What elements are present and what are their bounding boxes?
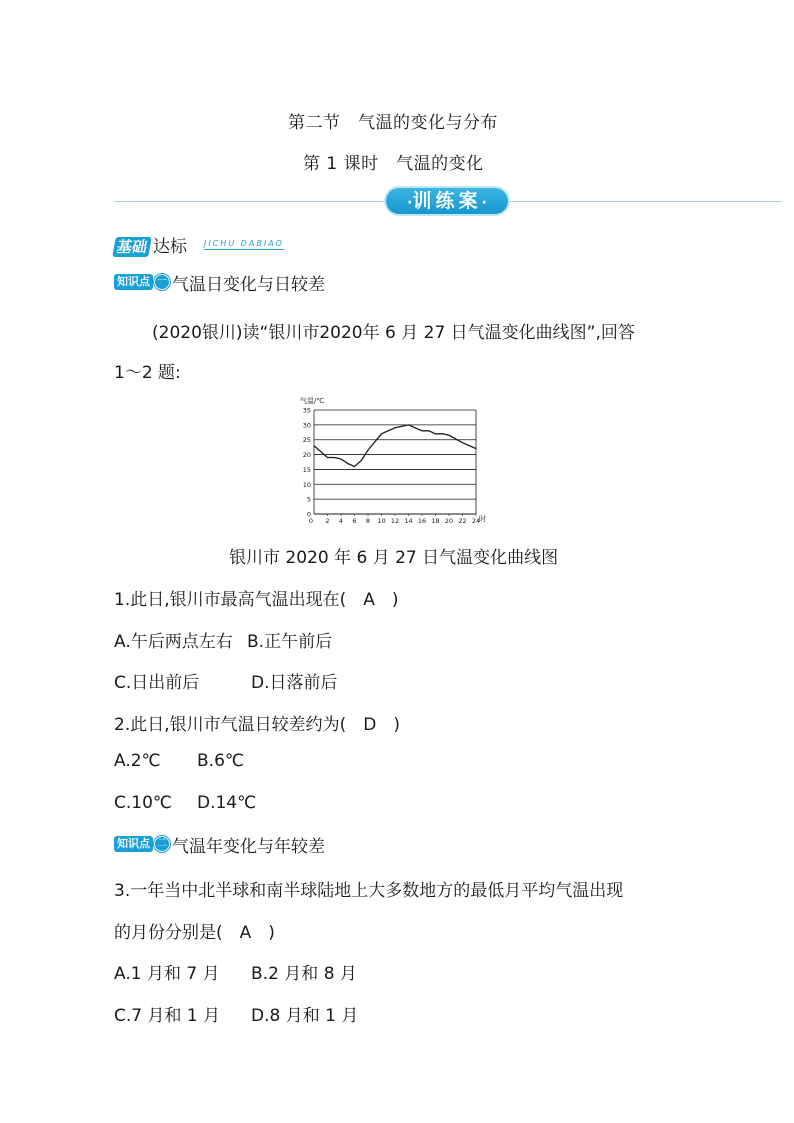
kp-title: 气温日变化与日较差 bbox=[172, 274, 325, 295]
x-tick-label: 20 bbox=[444, 517, 454, 525]
q2-option-b: B.6℃ bbox=[197, 751, 244, 771]
intro-line-1: (2020银川)读“银川市2020年 6 月 27 日气温变化曲线图”,回答 bbox=[152, 323, 635, 343]
q2-option-d: D.14℃ bbox=[197, 793, 257, 813]
x-tick-label: 12 bbox=[390, 517, 400, 525]
banner-label: 训练案 bbox=[412, 190, 482, 212]
kp-number: 一 bbox=[154, 274, 170, 290]
section-title: 第二节 气温的变化与分布 bbox=[288, 113, 498, 133]
question-3-stem-line-1: 3.一年当中北半球和南半球陆地上大多数地方的最低月平均气温出现 bbox=[114, 881, 624, 901]
y-tick-label: 20 bbox=[302, 451, 311, 460]
x-origin-label: 0 bbox=[308, 517, 314, 525]
x-axis-label: 时 bbox=[479, 515, 486, 523]
x-tick-label: 14 bbox=[404, 517, 413, 525]
y-tick-label: 30 bbox=[302, 421, 311, 430]
x-tick-label: 16 bbox=[417, 517, 427, 525]
basic-tag-suffix: 达标 bbox=[153, 237, 188, 257]
q1-option-c: C.日出前后 bbox=[114, 673, 200, 693]
y-tick-label: 0 bbox=[306, 510, 311, 519]
q3-option-a: A.1 月和 7 月 bbox=[114, 964, 220, 984]
q2-option-c: C.10℃ bbox=[114, 793, 172, 813]
chart-grid bbox=[314, 410, 476, 514]
basic-section-tag bbox=[114, 232, 188, 257]
x-tick-label: 18 bbox=[431, 517, 440, 525]
basic-tag: 基础 bbox=[112, 237, 152, 257]
y-tick-label: 25 bbox=[302, 436, 311, 445]
question-1-stem: 1.此日,银川市最高气温出现在( A ) bbox=[114, 590, 399, 610]
q1-option-d: D.日落前后 bbox=[251, 673, 338, 693]
temperature-line bbox=[314, 425, 476, 467]
q1-option-b: B.正午前后 bbox=[247, 632, 333, 652]
kp-title: 气温年变化与年较差 bbox=[172, 836, 325, 857]
y-axis-label: 气温/℃ bbox=[300, 397, 325, 405]
x-tick-label: 10 bbox=[377, 517, 386, 525]
q3-option-b: B.2 月和 8 月 bbox=[251, 964, 357, 984]
divider-left bbox=[114, 201, 386, 202]
x-tick-label: 6 bbox=[352, 517, 357, 525]
divider-right bbox=[508, 201, 782, 202]
y-tick-label: 35 bbox=[302, 406, 311, 415]
x-tick-label: 24 bbox=[471, 517, 481, 525]
y-tick-labels bbox=[303, 407, 311, 519]
y-tick-label: 10 bbox=[302, 480, 311, 489]
knowledge-point-2 bbox=[114, 835, 325, 857]
q3-option-d: D.8 月和 1 月 bbox=[251, 1006, 359, 1026]
intro-line-2: 1～2 题: bbox=[114, 363, 181, 383]
kp-number: 二 bbox=[154, 836, 170, 852]
x-tick-label: 8 bbox=[365, 517, 371, 525]
temperature-chart bbox=[296, 394, 492, 526]
x-tick-label: 4 bbox=[338, 517, 344, 525]
x-tick-label: 2 bbox=[325, 517, 330, 525]
lesson-title: 第 1 课时 气温的变化 bbox=[303, 154, 484, 174]
knowledge-point-1 bbox=[114, 273, 325, 295]
exercise-banner: ·训练案· bbox=[386, 188, 508, 214]
q3-option-c: C.7 月和 1 月 bbox=[114, 1006, 221, 1026]
kp-tag: 知识点 bbox=[114, 836, 153, 852]
y-tick-label: 15 bbox=[302, 465, 311, 474]
q1-option-a: A.午后两点左右 bbox=[114, 632, 233, 652]
kp-tag: 知识点 bbox=[114, 274, 153, 290]
basic-subtitle: JICHU DABIAO bbox=[204, 239, 284, 248]
question-2-stem: 2.此日,银川市气温日较差约为( D ) bbox=[114, 715, 400, 735]
chart-caption: 银川市 2020 年 6 月 27 日气温变化曲线图 bbox=[229, 548, 559, 568]
q2-option-a: A.2℃ bbox=[114, 751, 161, 771]
x-tick-labels bbox=[309, 514, 480, 525]
x-tick-label: 22 bbox=[458, 517, 467, 525]
question-3-stem-line-2: 的月份分别是( A ) bbox=[114, 923, 275, 943]
y-tick-label: 5 bbox=[306, 495, 311, 504]
